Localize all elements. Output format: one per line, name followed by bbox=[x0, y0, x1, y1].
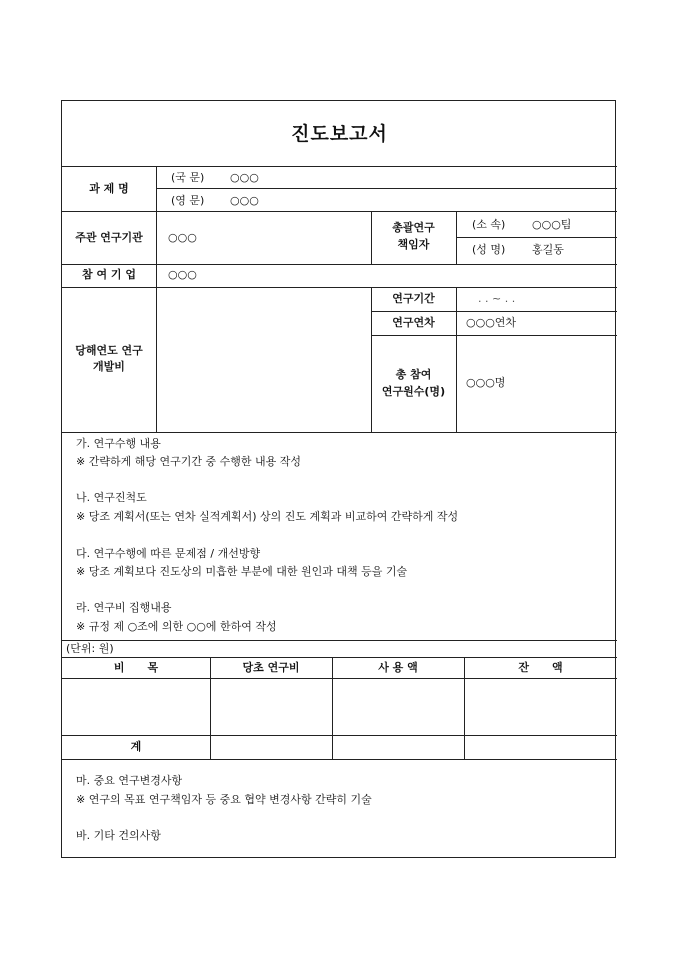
year-label: 연구연차 bbox=[392, 316, 435, 329]
korean-title-label: (국 문) bbox=[171, 171, 205, 184]
period-label: 연구기간 bbox=[392, 292, 435, 305]
project-name-label: 과 제 명 bbox=[89, 182, 129, 195]
section-ma-note: ※ 연구의 목표 연구책임자 등 중요 협약 변경사항 간략히 기술 bbox=[76, 793, 372, 806]
header-item: 비 목 bbox=[113, 661, 159, 674]
name-value: 홍길동 bbox=[532, 243, 564, 256]
section-da-note: ※ 당조 계획보다 진도상의 미흡한 부분에 대한 원인과 대책 등을 기술 bbox=[76, 565, 408, 578]
participating-label: 참 여 기 업 bbox=[82, 268, 136, 281]
section-na-heading: 나. 연구진척도 bbox=[76, 491, 147, 504]
section-ba-heading: 바. 기타 건의사항 bbox=[76, 829, 161, 842]
section-ga-note: ※ 간략하게 해당 연구기간 중 수행한 내용 작성 bbox=[76, 455, 301, 468]
host-institution-label: 주관 연구기관 bbox=[75, 231, 143, 244]
name-label: (성 명) bbox=[472, 243, 506, 256]
header-used: 사 용 액 bbox=[378, 661, 418, 674]
unit-label: (단위: 원) bbox=[66, 642, 114, 655]
english-title-label: (영 문) bbox=[171, 194, 205, 207]
pi-label-line1: 총괄연구 bbox=[392, 221, 435, 234]
section-ma-heading: 마. 중요 연구변경사항 bbox=[76, 774, 183, 787]
korean-title-value: ○○○ bbox=[230, 171, 259, 184]
section-ga-heading: 가. 연구수행 내용 bbox=[76, 437, 161, 450]
researchers-value: ○○○명 bbox=[466, 376, 506, 389]
section-ra-heading: 라. 연구비 집행내용 bbox=[76, 601, 172, 614]
section-da-heading: 다. 연구수행에 따른 문제점 / 개선방향 bbox=[76, 547, 261, 560]
budget-label-line1: 당해연도 연구 bbox=[75, 344, 143, 357]
affiliation-label: (소 속) bbox=[472, 218, 506, 231]
total-label: 계 bbox=[130, 740, 142, 753]
year-value: ○○○연차 bbox=[466, 316, 517, 329]
period-value: . . ~ . . bbox=[478, 292, 516, 305]
page-title: 진도보고서 bbox=[291, 123, 388, 145]
section-ra-note: ※ 규정 제 ○조에 의한 ○○에 한하여 작성 bbox=[76, 620, 277, 633]
header-initial-budget: 당초 연구비 bbox=[242, 661, 300, 674]
researchers-label-line2: 연구원수(명) bbox=[381, 385, 446, 398]
report-form bbox=[61, 100, 616, 858]
host-institution-value: ○○○ bbox=[168, 231, 197, 244]
section-na-note: ※ 당조 계획서(또는 연차 실적계획서) 상의 진도 계획과 비교하여 간략하게 작성 bbox=[76, 510, 459, 523]
pi-label-line2: 책임자 bbox=[397, 238, 430, 251]
researchers-label-line1: 총 참여 bbox=[395, 368, 432, 381]
header-remaining: 잔 액 bbox=[518, 661, 563, 674]
affiliation-value: ○○○팀 bbox=[532, 218, 572, 231]
participating-value: ○○○ bbox=[168, 268, 197, 281]
budget-label-line2: 개발비 bbox=[93, 360, 125, 373]
english-title-value: ○○○ bbox=[230, 194, 259, 207]
